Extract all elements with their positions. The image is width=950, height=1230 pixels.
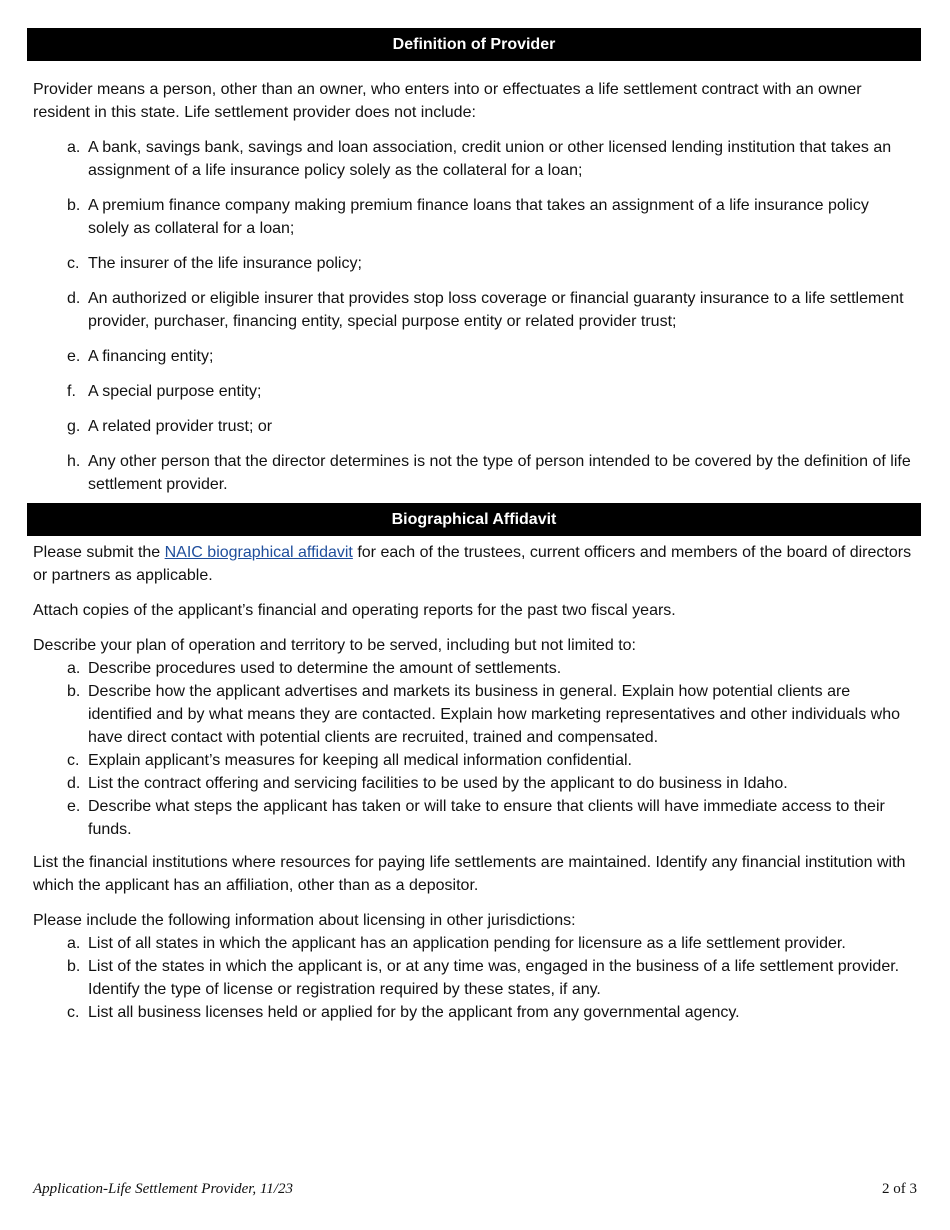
list-item: [33, 194, 913, 240]
list-item-text: An authorized or eligible insurer that provides stop loss coverage or financial guaranty insurance to a life settlement provider, purchaser, financing entity, special purpose entity or related provider trust;: [88, 290, 904, 330]
footer-page-number: 2 of 3: [882, 1181, 917, 1197]
list-item-text: List of the states in which the applicant is, or at any time was, engaged in the business of a life settlement provider. Identify the type of license or registration required by these states, if any.: [88, 958, 900, 998]
footer-form-name: Application-Life Settlement Provider, 11/23: [33, 1181, 293, 1197]
list-marker: e.: [67, 348, 81, 365]
list-item-text: List all business licenses held or applied for by the applicant from any governmental agency.: [88, 1004, 740, 1021]
licensing-list: [33, 932, 913, 1024]
list-item-text: Any other person that the director determines is not the type of person intended to be covered by the definition of life settlement provider.: [88, 453, 911, 493]
affidavit-instruction: [33, 541, 913, 587]
list-item-text: Describe procedures used to determine the amount of settlements.: [88, 660, 562, 677]
list-marker: a.: [67, 935, 81, 952]
list-marker: c.: [67, 255, 80, 272]
list-item-text: Describe what steps the applicant has taken or will take to ensure that clients will have immediate access to their funds.: [88, 798, 885, 838]
list-item-text: A related provider trust; or: [88, 418, 273, 435]
list-marker: b.: [67, 197, 81, 214]
provider-intro: Provider means a person, other than an owner, who enters into or effectuates a life settlement contract with an owner resident in this state. Life settlement provider does not include:: [33, 81, 862, 121]
list-item-text: The insurer of the life insurance policy;: [88, 255, 362, 272]
list-item: [33, 1001, 913, 1024]
section-header-provider: Definition of Provider: [27, 28, 921, 61]
list-marker: h.: [67, 453, 81, 470]
licensing-intro: Please include the following information about licensing in other jurisdictions:: [33, 912, 576, 929]
list-item: [33, 252, 913, 275]
list-marker: d.: [67, 775, 81, 792]
list-item: [33, 287, 913, 333]
list-marker: c.: [67, 752, 80, 769]
list-item-text: Explain applicant’s measures for keeping all medical information confidential.: [88, 752, 632, 769]
list-item-text: Describe how the applicant advertises and markets its business in general. Explain how potential clients are identified and by what means they are contacted. Explain how marketing representatives and other individuals who have direct contact with potential clients are recruited, trained and compensated.: [88, 683, 901, 746]
section-header-biographical: Biographical Affidavit: [27, 503, 921, 536]
list-item-text: A premium finance company making premium finance loans that takes an assignment of a life insurance policy solely as collateral for a loan;: [88, 197, 869, 237]
list-marker: f.: [67, 383, 76, 400]
list-marker: d.: [67, 290, 81, 307]
list-marker: e.: [67, 798, 81, 815]
list-marker: c.: [67, 1004, 80, 1021]
list-item: [33, 345, 913, 368]
financial-institutions-text: List the financial institutions where resources for paying life settlements are maintained. Identify any financial institution with which the applicant has an affiliation, other than as a depositor.: [33, 854, 906, 894]
list-marker: a.: [67, 139, 81, 156]
plan-intro: Describe your plan of operation and territory to be served, including but not limited to:: [33, 637, 636, 654]
list-item: [33, 749, 913, 772]
list-item: [33, 932, 913, 955]
list-marker: b.: [67, 683, 81, 700]
provider-exclusion-list: [33, 136, 913, 508]
list-item-text: A special purpose entity;: [88, 383, 262, 400]
list-item: [33, 772, 913, 795]
list-item: [33, 795, 913, 841]
list-item: [33, 955, 913, 1001]
list-item: [33, 680, 913, 749]
naic-affidavit-link[interactable]: NAIC biographical affidavit: [164, 544, 353, 561]
list-item-text: List the contract offering and servicing facilities to be used by the applicant to do business in Idaho.: [88, 775, 788, 792]
list-item: [33, 415, 913, 438]
list-item: [33, 380, 913, 403]
list-item: [33, 657, 913, 680]
affidavit-suffix: for each of the trustees, current officers and members of the board of directors or partners as applicable.: [33, 544, 912, 584]
list-item: [33, 136, 913, 182]
list-marker: b.: [67, 958, 81, 975]
list-item-text: List of all states in which the applicant has an application pending for licensure as a life settlement provider.: [88, 935, 846, 952]
list-item: [33, 450, 913, 496]
list-marker: g.: [67, 418, 81, 435]
plan-list: [33, 657, 913, 841]
list-item-text: A financing entity;: [88, 348, 214, 365]
list-marker: a.: [67, 660, 81, 677]
affidavit-prefix: Please submit the: [33, 544, 165, 561]
attach-reports-text: Attach copies of the applicant’s financial and operating reports for the past two fiscal years.: [33, 602, 676, 619]
list-item-text: A bank, savings bank, savings and loan association, credit union or other licensed lending institution that takes an assignment of a life insurance policy solely as the collateral for a loan;: [88, 139, 892, 179]
